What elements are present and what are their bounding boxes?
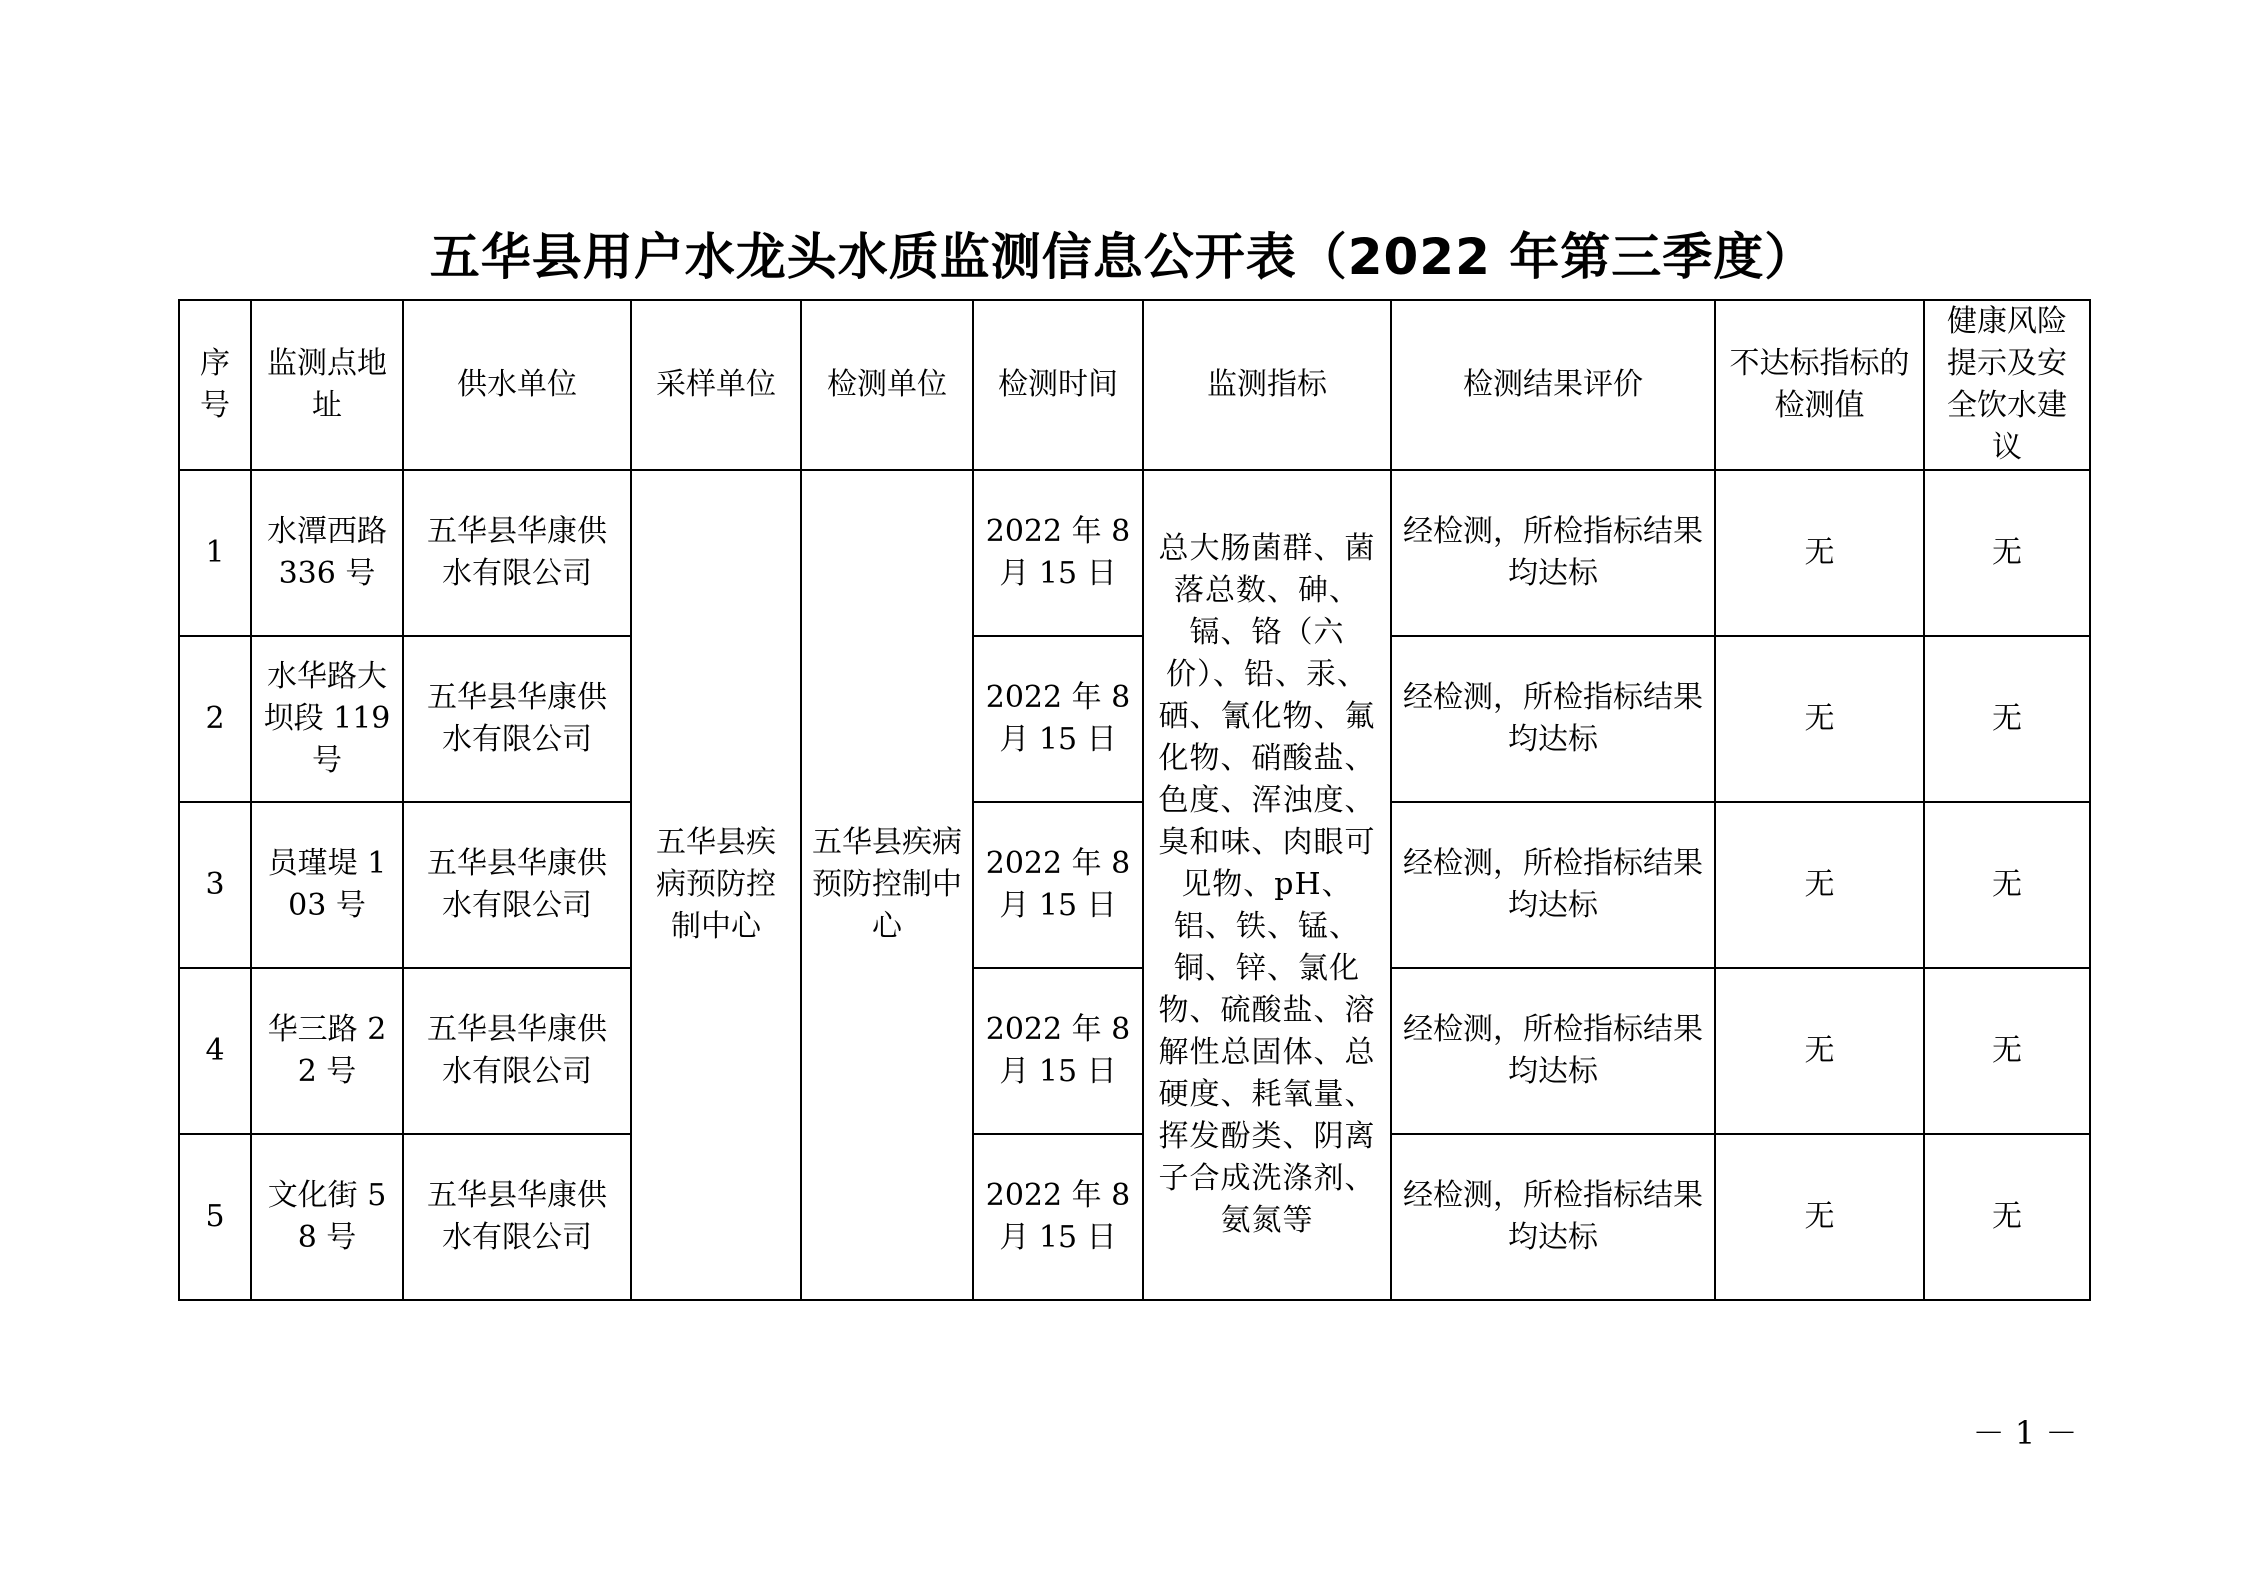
page-number: － 1 －	[1972, 1414, 2078, 1452]
header-supplier: 供水单位	[403, 300, 631, 470]
header-seq: 序号	[179, 300, 251, 470]
cell-address: 水华路大坝段 119 号	[251, 636, 403, 802]
cell-failed-values: 无	[1715, 968, 1924, 1134]
table-row	[179, 968, 2090, 1134]
cell-time: 2022 年 8 月 15 日	[973, 968, 1143, 1134]
cell-time: 2022 年 8 月 15 日	[973, 636, 1143, 802]
table-row	[179, 802, 2090, 968]
cell-failed-values: 无	[1715, 470, 1924, 636]
cell-address: 华三路 22 号	[251, 968, 403, 1134]
cell-evaluation: 经检测，所检指标结果均达标	[1391, 470, 1715, 636]
table-row	[179, 470, 2090, 636]
water-quality-table	[178, 299, 2091, 1301]
cell-failed-values: 无	[1715, 636, 1924, 802]
cell-address: 文化街 58 号	[251, 1134, 403, 1300]
cell-seq: 4	[179, 968, 251, 1134]
cell-seq: 2	[179, 636, 251, 802]
cell-evaluation: 经检测，所检指标结果均达标	[1391, 1134, 1715, 1300]
document-title: 五华县用户水龙头水质监测信息公开表（2022 年第三季度）	[429, 228, 1816, 286]
cell-seq: 1	[179, 470, 251, 636]
cell-supplier: 五华县华康供水有限公司	[403, 470, 631, 636]
cell-health-advice: 无	[1924, 1134, 2090, 1300]
cell-health-advice: 无	[1924, 470, 2090, 636]
cell-failed-values: 无	[1715, 1134, 1924, 1300]
header-indicators: 监测指标	[1143, 300, 1391, 470]
cell-supplier: 五华县华康供水有限公司	[403, 1134, 631, 1300]
table-row	[179, 636, 2090, 802]
cell-supplier: 五华县华康供水有限公司	[403, 636, 631, 802]
header-time: 检测时间	[973, 300, 1143, 470]
cell-failed-values: 无	[1715, 802, 1924, 968]
cell-seq: 3	[179, 802, 251, 968]
cell-evaluation: 经检测，所检指标结果均达标	[1391, 968, 1715, 1134]
cell-evaluation: 经检测，所检指标结果均达标	[1391, 802, 1715, 968]
cell-tester: 五华县疾病预防控制中心	[801, 470, 973, 1300]
cell-sampler: 五华县疾病预防控制中心	[631, 470, 801, 1300]
cell-address: 员瑾堤 103 号	[251, 802, 403, 968]
header-address: 监测点地址	[251, 300, 403, 470]
cell-supplier: 五华县华康供水有限公司	[403, 968, 631, 1134]
cell-time: 2022 年 8 月 15 日	[973, 470, 1143, 636]
cell-indicators: 总大肠菌群、菌落总数、砷、镉、铬（六价）、铅、汞、硒、氰化物、氟化物、硝酸盐、色度、浑浊度、臭和味、肉眼可见物、pH、铝、铁、锰、铜、锌、氯化物、硫酸盐、溶解性总固体、总硬度、耗氧量、挥发酚类、阴离子合成洗涤剂、氨氮等	[1143, 470, 1391, 1300]
header-health-advice: 健康风险提示及安全饮水建议	[1924, 300, 2090, 470]
table-header-row	[179, 300, 2090, 470]
cell-time: 2022 年 8 月 15 日	[973, 802, 1143, 968]
cell-seq: 5	[179, 1134, 251, 1300]
cell-time: 2022 年 8 月 15 日	[973, 1134, 1143, 1300]
cell-supplier: 五华县华康供水有限公司	[403, 802, 631, 968]
cell-health-advice: 无	[1924, 968, 2090, 1134]
cell-evaluation: 经检测，所检指标结果均达标	[1391, 636, 1715, 802]
cell-address: 水潭西路 336 号	[251, 470, 403, 636]
cell-health-advice: 无	[1924, 636, 2090, 802]
cell-health-advice: 无	[1924, 802, 2090, 968]
header-tester: 检测单位	[801, 300, 973, 470]
header-sampler: 采样单位	[631, 300, 801, 470]
header-failed-values: 不达标指标的检测值	[1715, 300, 1924, 470]
header-evaluation: 检测结果评价	[1391, 300, 1715, 470]
table-row	[179, 1134, 2090, 1300]
